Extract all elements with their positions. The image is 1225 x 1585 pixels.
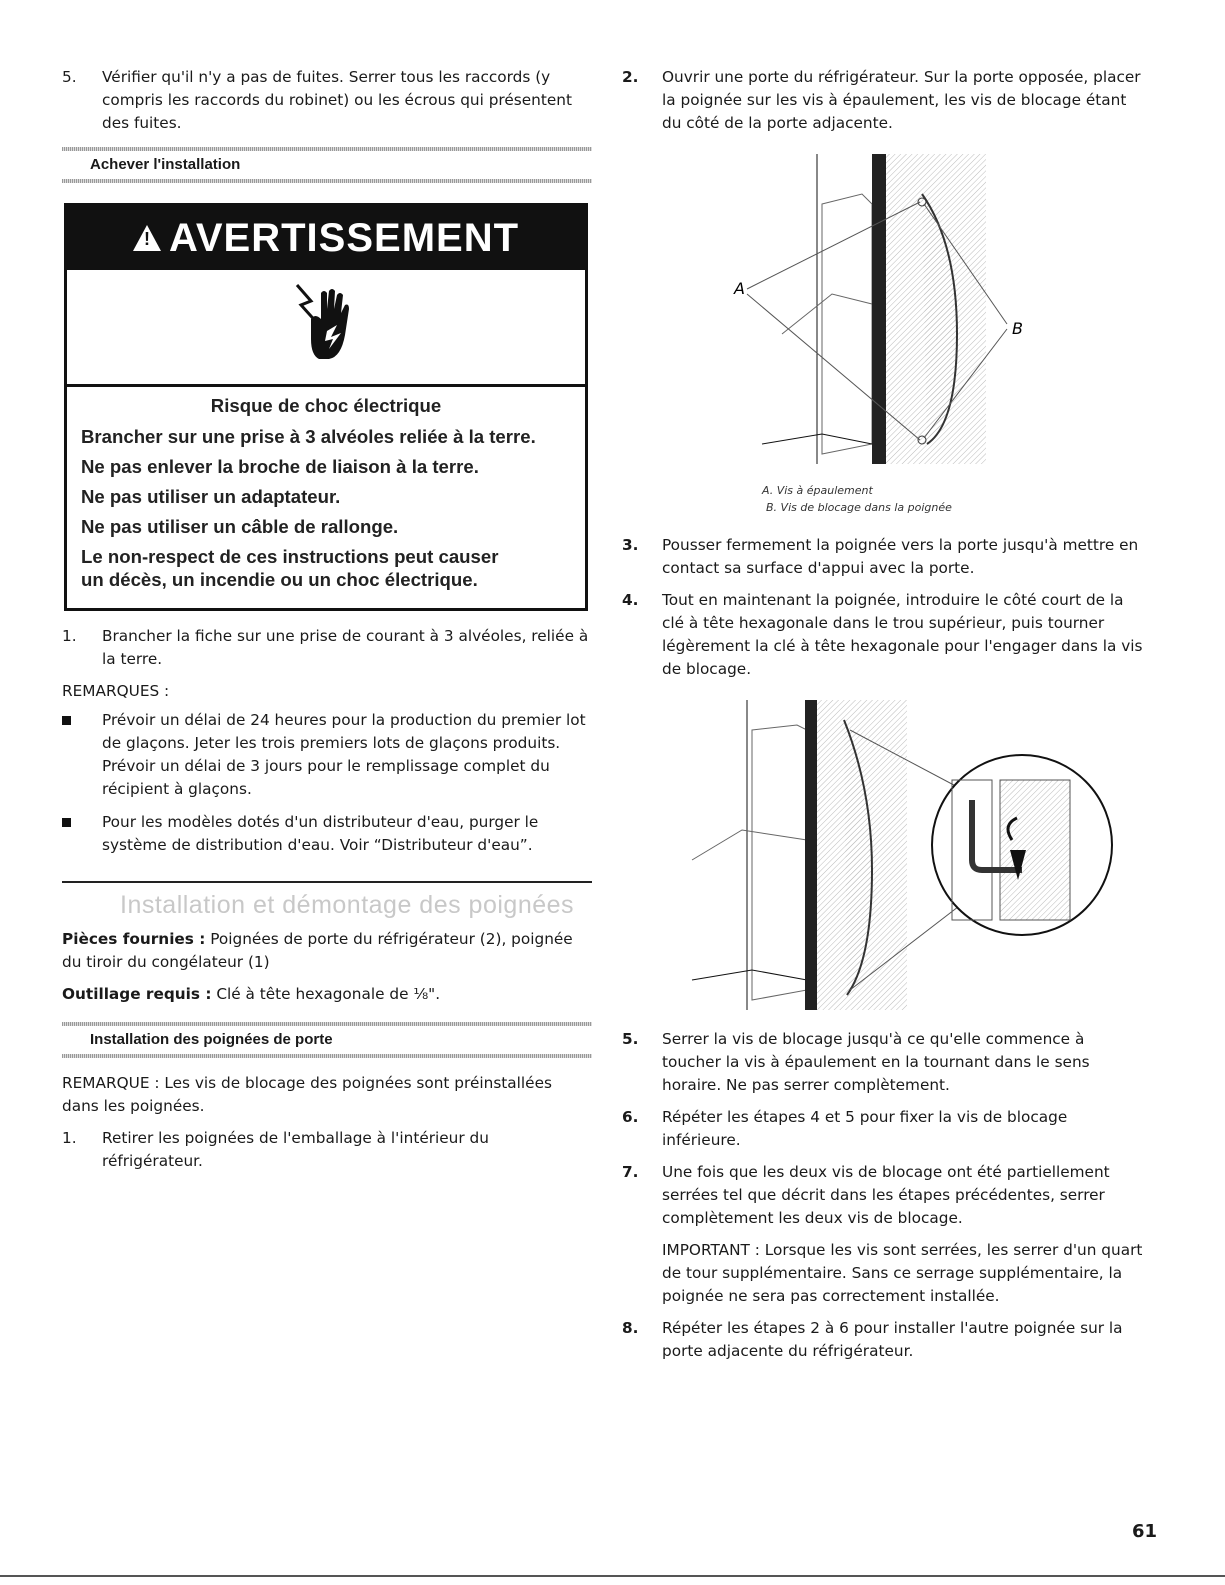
step-number: 6. <box>622 1108 639 1126</box>
subheading-poignees <box>62 1022 592 1058</box>
warning-body <box>67 387 585 608</box>
step-7 <box>622 1161 1147 1308</box>
step-number: 1. <box>62 1129 77 1147</box>
divider <box>62 881 592 883</box>
step-number: 1. <box>62 627 77 645</box>
electric-shock-hand-icon <box>67 270 585 387</box>
step-number: 3. <box>622 536 639 554</box>
warning-box <box>64 203 588 611</box>
step-1-remove <box>62 1127 592 1173</box>
outillage-paragraph <box>62 983 592 1006</box>
step-text: Répéter les étapes 4 et 5 pour fixer la vis de blocage inférieure. <box>662 1108 1068 1149</box>
caption-b: B. Vis de blocage dans la poignée <box>766 501 952 514</box>
subheading-achever <box>62 147 592 183</box>
step-8 <box>622 1317 1147 1363</box>
step-text: Brancher la fiche sur une prise de courant à 3 alvéoles, reliée à la terre. <box>102 627 589 668</box>
step-6 <box>622 1106 1147 1152</box>
figure-hex-key <box>622 690 1147 1020</box>
figure-label-a: A <box>734 279 745 298</box>
step-5-leak-check <box>62 66 592 135</box>
figure-caption <box>762 482 1147 516</box>
step-7-text: Une fois que les deux vis de blocage ont été partiellement serrées tel que décrit dans les étapes précédentes, serrer complètement les deux vis de blocage. <box>662 1163 1110 1227</box>
step-number: 5. <box>622 1030 639 1048</box>
warning-line: Ne pas utiliser un adaptateur. <box>81 486 341 507</box>
warning-line: Ne pas enlever la broche de liaison à la terre. <box>81 456 479 477</box>
hex-key-illustration <box>622 690 1147 1020</box>
step-5 <box>622 1028 1147 1097</box>
step-number: 2. <box>622 68 639 86</box>
list-item <box>62 811 592 857</box>
warning-line: Le non-respect de ces instructions peut causer un décès, un incendie ou un choc électrique. <box>81 546 499 590</box>
figure-handle-placement <box>622 144 1147 474</box>
bullet-icon <box>62 716 71 725</box>
pieces-label: Pièces fournies : <box>62 930 206 948</box>
caption-a: A. Vis à épaulement <box>762 484 873 497</box>
outillage-text: Clé à tête hexagonale de ⅛". <box>211 985 441 1003</box>
step-text: Répéter les étapes 2 à 6 pour installer l'autre poignée sur la porte adjacente du réfrigérateur. <box>662 1319 1123 1360</box>
subheading-text: Achever l'installation <box>90 156 241 173</box>
step-number: 8. <box>622 1319 639 1337</box>
step-number: 7. <box>622 1163 639 1181</box>
step-text: Ouvrir une porte du réfrigérateur. Sur la porte opposée, placer la poignée sur les vis à épaulement, les vis de blocage étant du côté de la porte adjacente. <box>662 68 1141 132</box>
page-number: 61 <box>1131 1521 1157 1542</box>
remarques-label: REMARQUES : <box>62 682 170 700</box>
step-2 <box>622 66 1147 135</box>
right-column <box>622 66 1147 1372</box>
step-text: Serrer la vis de blocage jusqu'à ce qu'elle commence à toucher la vis à épaulement en la tournant dans le sens horaire. Ne pas serrer complètement. <box>662 1030 1090 1094</box>
figure-label-b: B <box>1012 319 1023 338</box>
left-column <box>62 66 592 1182</box>
subheading-text: Installation des poignées de porte <box>90 1031 333 1048</box>
step-text: Retirer les poignées de l'emballage à l'intérieur du réfrigérateur. <box>102 1129 489 1170</box>
outillage-label: Outillage requis : <box>62 985 212 1003</box>
important-note <box>662 1239 1147 1308</box>
remarque-text: Les vis de blocage des poignées sont préinstallées dans les poignées. <box>62 1074 552 1115</box>
warning-triangle-icon <box>133 225 161 251</box>
step-4 <box>622 589 1147 681</box>
bullet-icon <box>62 818 71 827</box>
remarque-label: REMARQUE : <box>62 1074 160 1092</box>
step-text: Tout en maintenant la poignée, introduire le côté court de la clé à tête hexagonale dans le trou supérieur, puis tourner légèrement la clé à tête hexagonale pour l'engager dans la vis de blocage. <box>662 591 1143 678</box>
step-number: 5. <box>62 68 77 86</box>
footer-border <box>0 1575 1225 1585</box>
step-text: Vérifier qu'il n'y a pas de fuites. Serrer tous les raccords (y compris les raccords du robinet) ou les écrous qui présentent des fuites. <box>102 68 572 132</box>
step-3 <box>622 534 1147 580</box>
pieces-paragraph <box>62 928 592 974</box>
section-title: Installation et démontage des poignées <box>120 891 575 919</box>
list-item-text: Pour les modèles dotés d'un distributeur d'eau, purger le système de distribution d'eau. Voir “Distributeur d'eau”. <box>102 813 539 854</box>
warning-line: Brancher sur une prise à 3 alvéoles reliée à la terre. <box>81 426 536 447</box>
list-item <box>62 709 592 801</box>
warning-risk: Risque de choc électrique <box>210 395 442 416</box>
important-text: Lorsque les vis sont serrées, les serrer d'un quart de tour supplémentaire. Sans ce serrage supplémentaire, la poignée ne sera pas correctement installée. <box>662 1241 1143 1305</box>
step-text <box>662 1161 1147 1308</box>
step-number: 4. <box>622 591 639 609</box>
pieces-text: Poignées de porte du réfrigérateur (2), poignée du tiroir du congélateur (1) <box>62 930 573 971</box>
step-1-plug <box>62 625 592 671</box>
remarque-paragraph <box>62 1072 592 1118</box>
handle-placement-illustration <box>622 144 1147 474</box>
important-label: IMPORTANT : <box>662 1241 760 1259</box>
warning-line: Ne pas utiliser un câble de rallonge. <box>81 516 399 537</box>
list-item-text: Prévoir un délai de 24 heures pour la production du premier lot de glaçons. Jeter les trois premiers lots de glaçons produits. Prévoir un délai de 3 jours pour le remplissage complet du récipient à glaçons. <box>102 711 586 798</box>
warning-header <box>67 206 585 270</box>
warning-title: AVERTISSEMENT <box>168 215 520 260</box>
step-text: Pousser fermement la poignée vers la porte jusqu'à mettre en contact sa surface d'appui avec la porte. <box>662 536 1139 577</box>
